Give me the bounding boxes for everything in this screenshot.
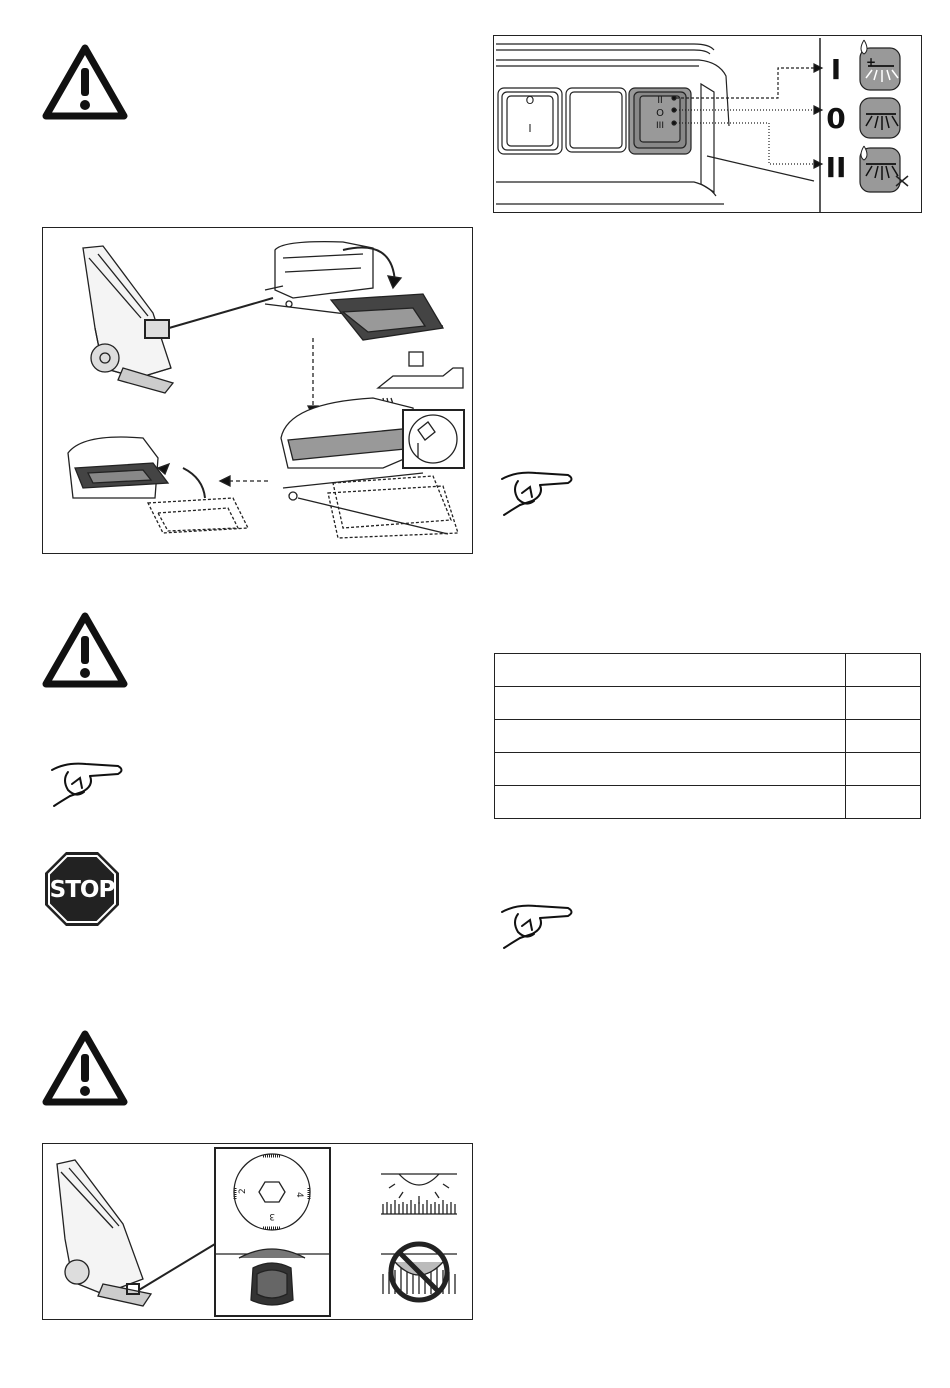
table-cell [846,720,921,753]
selector-mark-iii: III [656,121,664,131]
dial-number-2: 2 [238,1188,248,1194]
stop-sign-text: STOP [49,877,115,903]
table-cell [495,654,846,687]
control-panel-figure [493,35,922,213]
pointing-hand-icon [46,756,126,812]
dial-number-4: 4 [294,1192,304,1198]
table-row [495,786,921,819]
table-row [495,654,921,687]
table-cell [495,687,846,720]
table-cell [495,753,846,786]
warning-icon [42,1030,128,1106]
selector-mark-ii: II [657,96,663,106]
table-cell [495,786,846,819]
table-cell [846,654,921,687]
table-cell [846,753,921,786]
svg-text:+: + [866,55,877,69]
pointing-hand-icon [496,898,576,954]
table-cell [846,687,921,720]
warning-icon [42,612,128,688]
table-cell [495,720,846,753]
switch-off-symbol: O [525,94,535,107]
mode-label-i: I [830,53,842,86]
specification-table [494,653,921,819]
pointing-hand-icon [496,465,576,521]
mode-label-ii: II [825,151,847,184]
dial-number-3: 3 [269,1211,275,1221]
table-row [495,687,921,720]
switch-on-symbol: I [528,122,532,135]
table-row [495,720,921,753]
brush-adjustment-figure [42,1143,473,1320]
table-row [495,753,921,786]
selector-mark-o: O [656,108,664,119]
warning-icon [42,44,128,120]
mode-label-0: 0 [826,102,846,135]
stop-sign-icon [43,850,121,928]
recovery-tank-figure [42,227,473,554]
table-cell [846,786,921,819]
